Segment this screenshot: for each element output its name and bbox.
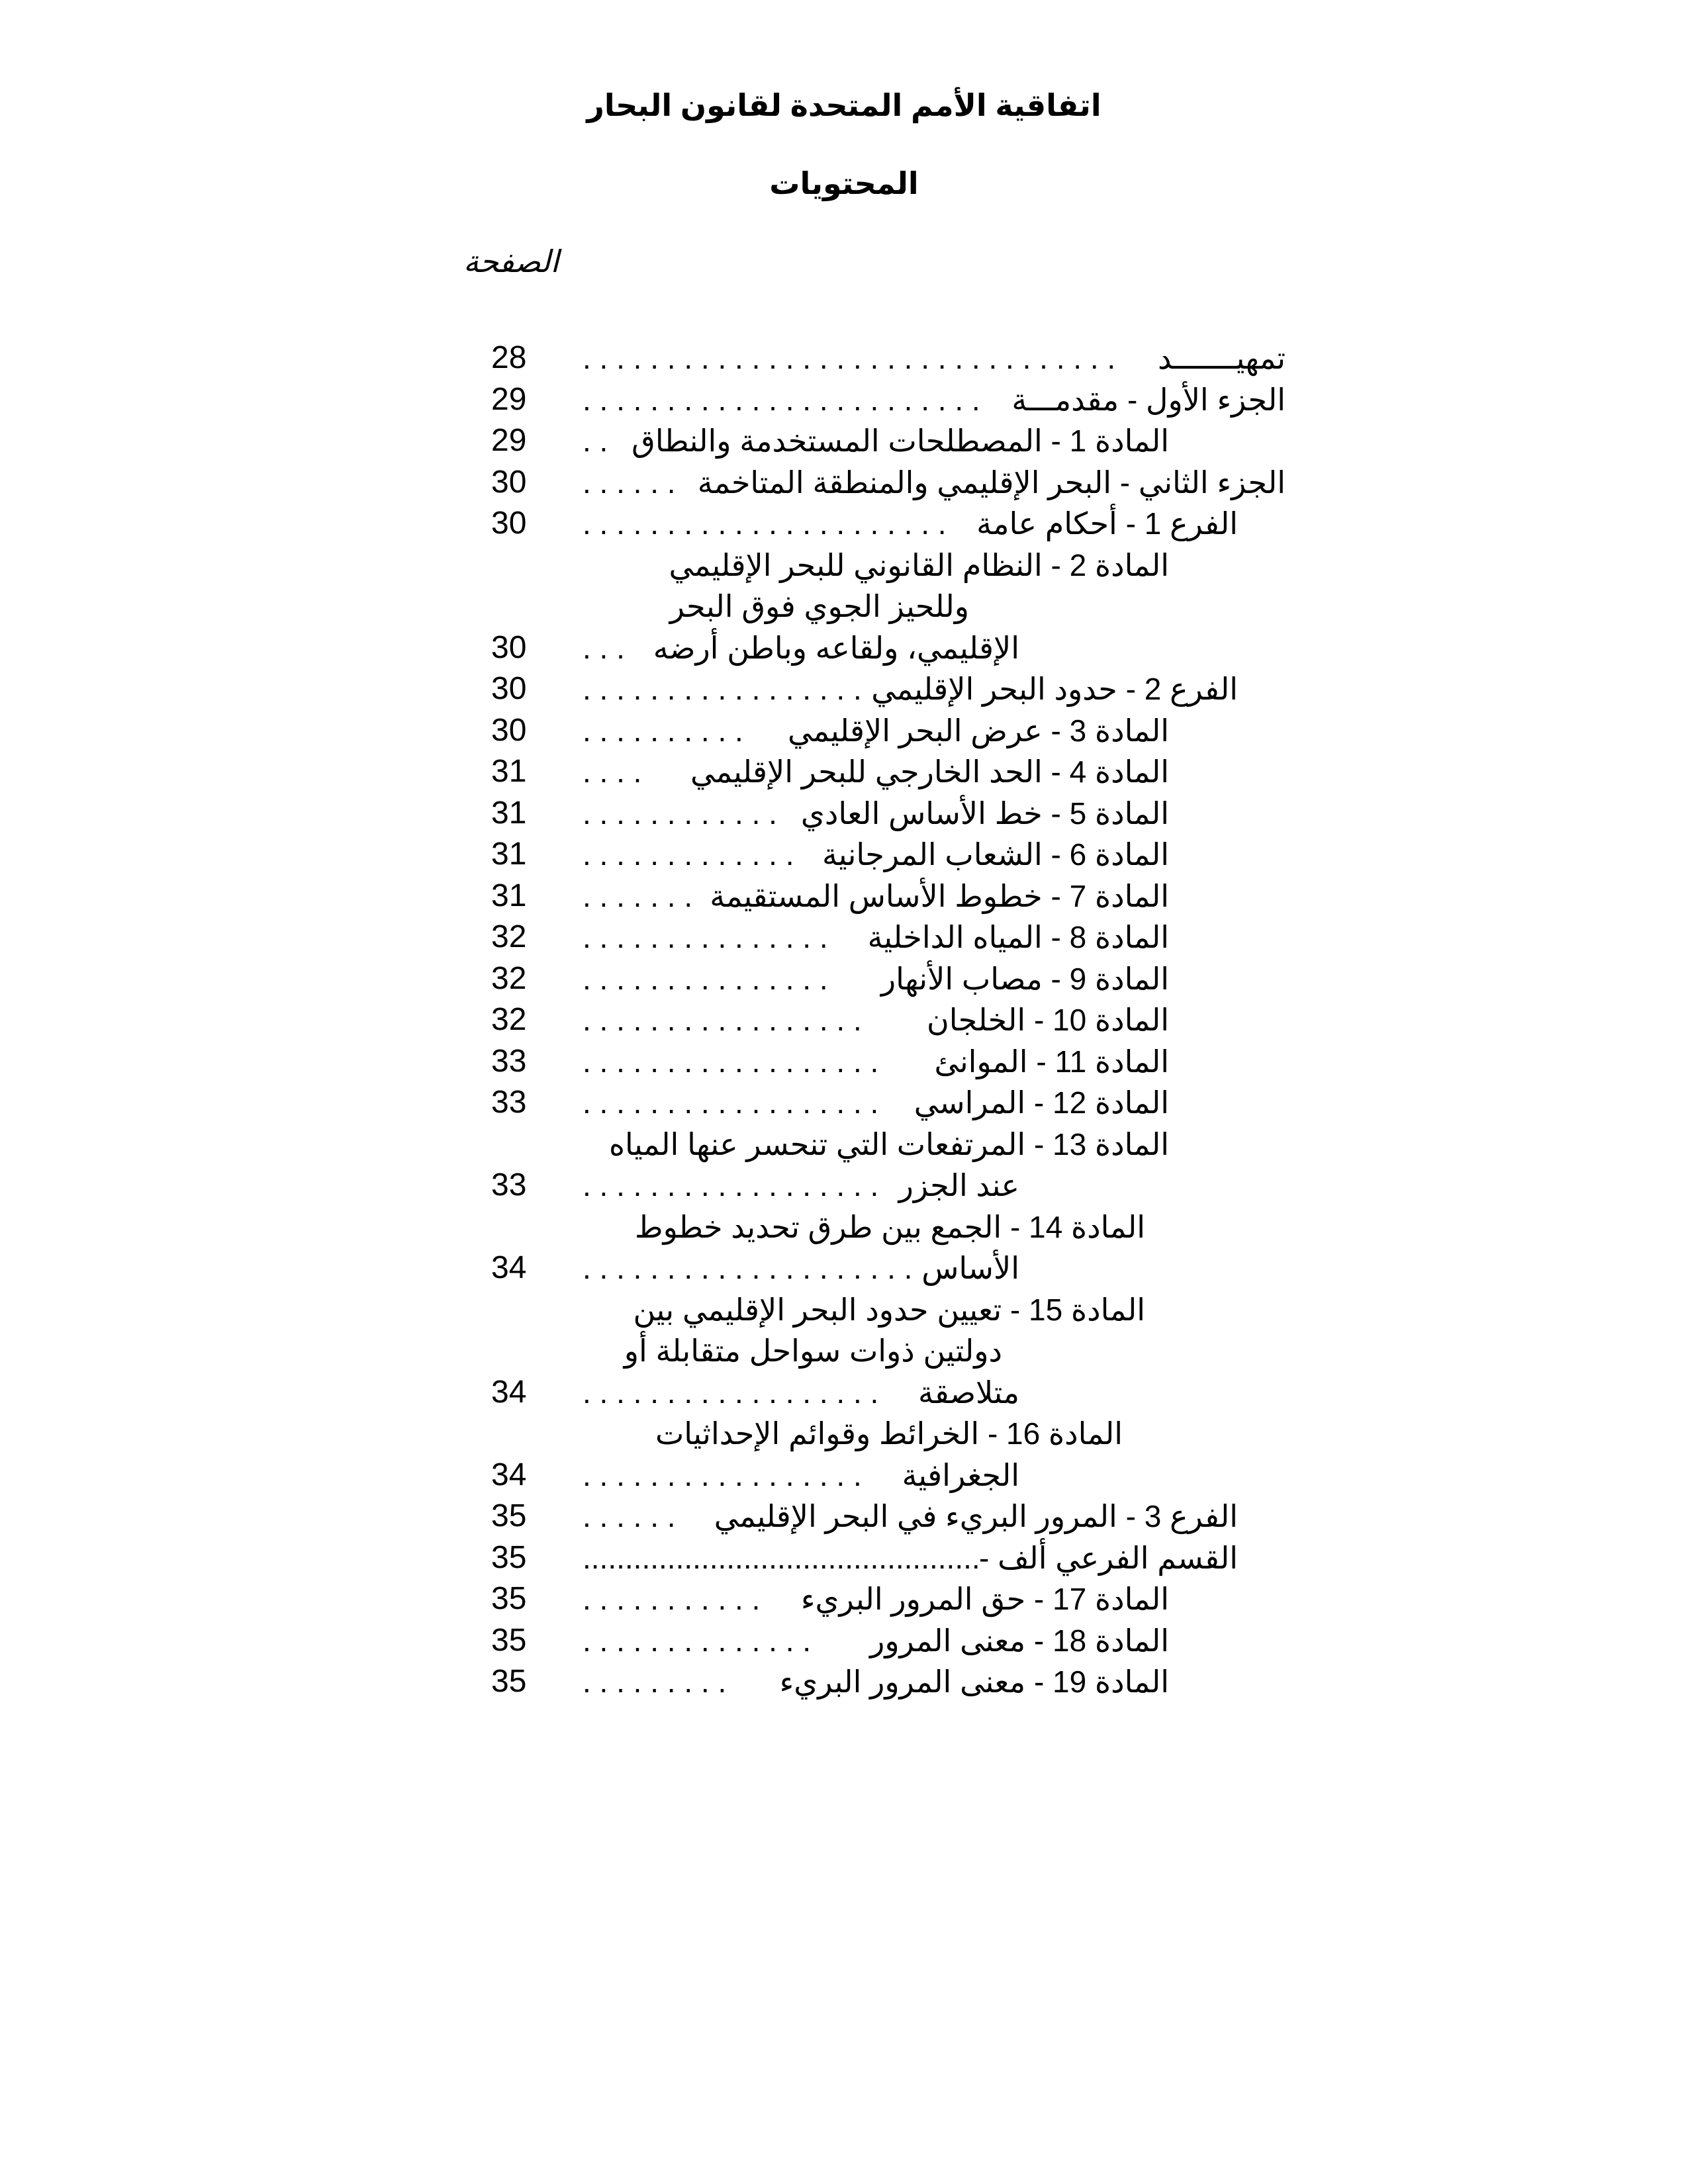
toc-row-article-14-line-2 <box>0 1248 1688 1289</box>
toc-entry-text: المادة 11 - الموانئ <box>934 1044 1169 1079</box>
toc-row-part-2 <box>0 462 1688 504</box>
toc-leader-dots: . . . . . . . . . . . . <box>583 796 777 831</box>
toc-row-section-3 <box>0 1496 1688 1537</box>
toc-page-number: 31 <box>491 795 527 831</box>
toc-row-section-1 <box>0 503 1688 545</box>
toc-entry-text: الجزء الأول - مقدمـــة <box>1011 382 1286 417</box>
toc-page-number: 34 <box>491 1457 527 1492</box>
toc-leader-dots: . . . . . . . . . . . <box>583 1582 761 1616</box>
toc-entry-text: المادة 3 - عرض البحر الإقليمي <box>787 713 1169 748</box>
toc-row-article-18 <box>0 1620 1688 1662</box>
toc-leader-dots: . . . . . . . . . . . . . . . . . . . . . . <box>583 506 947 541</box>
toc-row-article-5 <box>0 793 1688 835</box>
toc-row-article-4 <box>0 751 1688 793</box>
toc-entry-text: الفرع 3 - المرور البريء في البحر الإقليمي <box>714 1499 1238 1533</box>
toc-row-article-13-line-1 <box>0 1124 1688 1165</box>
toc-page-number: 30 <box>491 629 527 665</box>
toc-entry-text: تمهيـــــــد <box>1158 341 1286 375</box>
toc-leader-dots: . . . . . . . . . . . . . . . . . <box>583 1457 862 1492</box>
toc-entry-text: المادة 18 - معنى المرور <box>870 1623 1169 1658</box>
toc-row-article-13-line-2 <box>0 1165 1688 1206</box>
toc-entry-text: وللحيز الجوي فوق البحر <box>669 589 969 623</box>
toc-row-article-15-line-1 <box>0 1289 1688 1331</box>
toc-row-article-12 <box>0 1082 1688 1124</box>
toc-entry-text: متلاصقة <box>918 1375 1019 1410</box>
toc-row-article-17 <box>0 1578 1688 1620</box>
toc-leader-dots: . . . <box>583 630 625 665</box>
toc-row-subsection-a <box>0 1537 1688 1579</box>
toc-row-article-14-line-1 <box>0 1206 1688 1248</box>
toc-leader-dots: . . . . . . . . . . . . . . . <box>583 961 828 996</box>
toc-entry-text: الإقليمي، ولقاعه وباطن أرضه <box>653 630 1019 665</box>
toc-page-number: 33 <box>491 1043 527 1079</box>
toc-page-number: 35 <box>491 1581 527 1616</box>
toc-page-number: 31 <box>491 878 527 913</box>
toc-entry-text: الأساس <box>921 1251 1019 1285</box>
toc-leader-dots: . . . . . . <box>583 1499 676 1533</box>
toc-page-number: 30 <box>491 712 527 748</box>
toc-leader-dots: . . . . . . . . . . . . . . . . . <box>583 1003 862 1037</box>
toc-leader-dots: . . . . . . . . . . . . . <box>583 837 794 872</box>
toc-page-number: 35 <box>491 1664 527 1699</box>
toc-row-article-3 <box>0 710 1688 752</box>
document-title: اتفاقية الأمم المتحدة لقانون البحار <box>586 88 1102 122</box>
toc-entry-text: الفرع 2 - حدود البحر الإقليمي <box>871 672 1238 706</box>
toc-row-part-1 <box>0 379 1688 421</box>
toc-entry-text: الجغرافية <box>902 1457 1019 1492</box>
toc-entry-text: عند الجزر <box>898 1168 1019 1203</box>
toc-entry-text: المادة 14 - الجمع بين طرق تحديد خطوط <box>635 1209 1145 1244</box>
toc-row-article-2-line-1 <box>0 545 1688 586</box>
toc-page-number: 32 <box>491 919 527 954</box>
toc-entry-text: القسم الفرعي ألف - <box>978 1540 1238 1575</box>
toc-page-number: 28 <box>491 340 527 375</box>
toc-entry-text: المادة 7 - خطوط الأساس المستقيمة <box>710 878 1169 913</box>
toc-entry-text: الفرع 1 - أحكام عامة <box>976 506 1238 541</box>
toc-page-number: 33 <box>491 1085 527 1120</box>
toc-row-article-8 <box>0 917 1688 958</box>
toc-page-number: 33 <box>491 1167 527 1203</box>
toc-row-article-7 <box>0 876 1688 917</box>
toc-entry-text: المادة 1 - المصطلحات المستخدمة والنطاق <box>632 424 1169 458</box>
toc-leader-dots: . . . . . . . . . . . . . . . <box>583 920 828 954</box>
toc-row-preamble <box>0 338 1688 379</box>
toc-entry-text: المادة 2 - النظام القانوني للبحر الإقليمي <box>669 547 1169 582</box>
toc-row-article-6 <box>0 834 1688 876</box>
toc-row-article-16-line-1 <box>0 1413 1688 1455</box>
toc-page-number: 30 <box>491 671 527 706</box>
toc-row-article-19 <box>0 1661 1688 1703</box>
toc-leader-dots: . . . . . . . . . . . . . . . . . . <box>583 1168 879 1203</box>
toc-row-article-2-line-3 <box>0 627 1688 669</box>
toc-entry-text: المادة 8 - المياه الداخلية <box>867 920 1169 954</box>
toc-row-article-1 <box>0 420 1688 462</box>
toc-row-article-15-line-3 <box>0 1372 1688 1414</box>
toc-leader-dots: . . . . . . . . . . . . . . . . . . <box>583 1085 879 1120</box>
toc-row-article-15-line-2 <box>0 1330 1688 1372</box>
toc-leader-dots: . . <box>583 424 608 458</box>
toc-entry-text: المادة 4 - الحد الخارجي للبحر الإقليمي <box>690 754 1169 789</box>
toc-page-number: 32 <box>491 960 527 996</box>
toc-page-number: 31 <box>491 754 527 789</box>
toc-leader-dots: . . . . . . . . . . . . . . . . . . <box>583 1044 879 1079</box>
toc-leader-dots: . . . . . . . <box>583 878 693 913</box>
toc-page-number: 35 <box>491 1539 527 1575</box>
toc-row-article-11 <box>0 1041 1688 1083</box>
toc-leader-dots: . . . . . . <box>583 465 676 500</box>
toc-entry-text: المادة 5 - خط الأساس العادي <box>800 796 1169 831</box>
toc-page-number: 35 <box>491 1498 527 1533</box>
toc-entry-text: المادة 15 - تعيين حدود البحر الإقليمي بين <box>633 1292 1145 1327</box>
toc-leader-dots: ............................................... <box>583 1540 980 1575</box>
toc-page-number: 30 <box>491 506 527 541</box>
toc-row-section-2 <box>0 668 1688 710</box>
toc-leader-dots: . . . . . . . . . . . . . . <box>583 1623 812 1658</box>
toc-leader-dots: . . . . . . . . . <box>583 1664 727 1699</box>
toc-page-number: 34 <box>491 1250 527 1285</box>
toc-entry-text: المادة 16 - الخرائط وقوائم الإحداثيات <box>655 1416 1123 1451</box>
toc-page-number: 29 <box>491 381 527 417</box>
toc-leader-dots: . . . . . . . . . . . . . . . . . . . . . . . . . . . . . . . . <box>583 341 1116 375</box>
toc-leader-dots: . . . . . . . . . . . . . . . . . . <box>583 1375 879 1410</box>
document-subtitle: المحتويات <box>769 166 919 201</box>
toc-entry-text: المادة 17 - حق المرور البريء <box>800 1582 1169 1616</box>
toc-page-number: 31 <box>491 837 527 872</box>
toc-entry-text: المادة 6 - الشعاب المرجانية <box>822 837 1169 872</box>
table-of-contents <box>0 338 1688 1703</box>
toc-leader-dots: . . . . <box>583 754 642 789</box>
toc-entry-text: المادة 10 - الخلجان <box>926 1003 1169 1037</box>
toc-row-article-2-line-2 <box>0 586 1688 627</box>
toc-entry-text: المادة 13 - المرتفعات التي تنحسر عنها المياه <box>608 1126 1169 1161</box>
toc-page-number: 34 <box>491 1374 527 1410</box>
toc-page-number: 29 <box>491 423 527 458</box>
page-column-label: الصفحة <box>463 244 559 279</box>
toc-entry-text: دولتين ذوات سواحل متقابلة أو <box>624 1334 1002 1368</box>
toc-entry-text: المادة 12 - المراسي <box>914 1085 1169 1120</box>
toc-entry-text: المادة 19 - معنى المرور البريء <box>779 1664 1169 1699</box>
toc-row-article-10 <box>0 999 1688 1041</box>
toc-page-number: 32 <box>491 1002 527 1037</box>
toc-leader-dots: . . . . . . . . . . . . . . . . . <box>583 672 862 706</box>
toc-page-number: 35 <box>491 1622 527 1658</box>
toc-leader-dots: . . . . . . . . . . . . . . . . . . . . . . . . <box>583 382 980 417</box>
toc-leader-dots: . . . . . . . . . . . . . . . . . . . . <box>583 1251 913 1285</box>
toc-entry-text: المادة 9 - مصاب الأنهار <box>880 961 1169 996</box>
toc-row-article-9 <box>0 958 1688 1000</box>
toc-row-article-16-line-2 <box>0 1455 1688 1496</box>
toc-page-number: 30 <box>491 464 527 500</box>
toc-leader-dots: . . . . . . . . . . <box>583 713 743 748</box>
toc-entry-text: الجزء الثاني - البحر الإقليمي والمنطقة المتاخمة <box>697 465 1286 500</box>
